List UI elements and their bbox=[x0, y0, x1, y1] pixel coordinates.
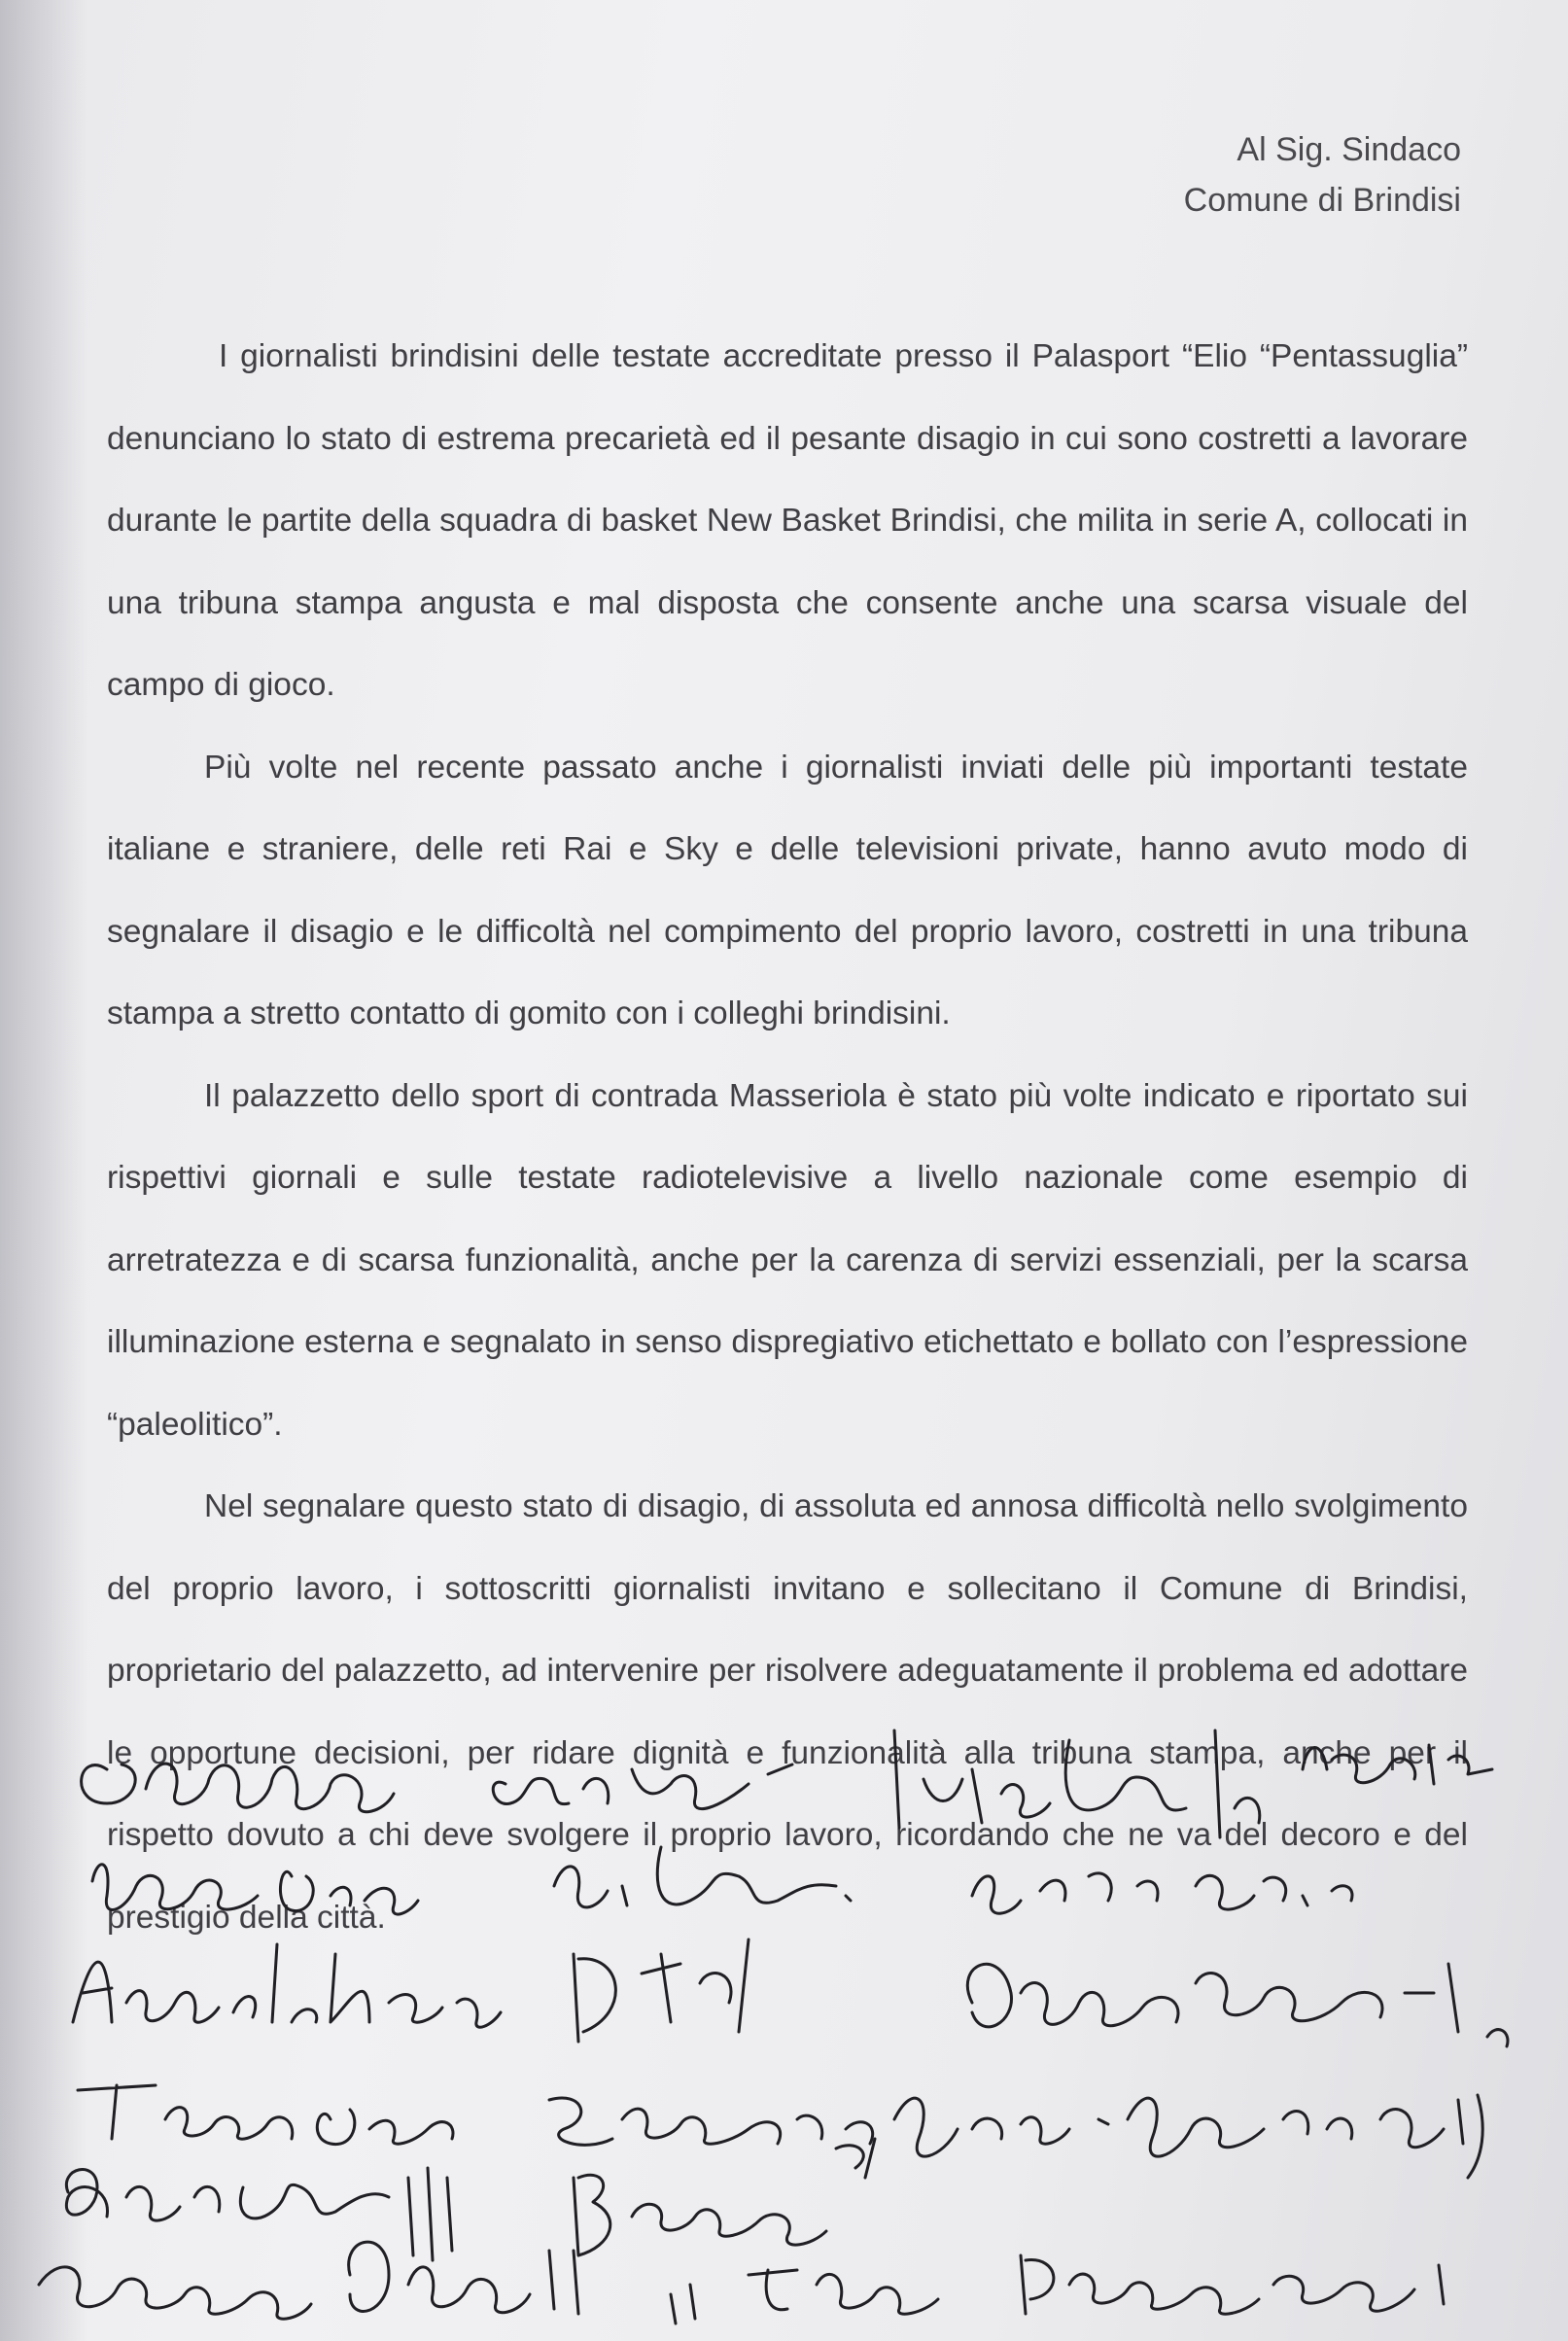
handwritten-signature bbox=[967, 1964, 1508, 2046]
handwritten-signature bbox=[493, 1764, 792, 1809]
handwritten-signature bbox=[66, 2168, 452, 2260]
handwritten-signature bbox=[78, 2085, 453, 2145]
handwritten-signature bbox=[549, 2098, 873, 2145]
paragraph-1: I giornalisti brindisini delle testate accreditate presso il Palasport “Elio “Pentassuglia” denunciano lo stato di estrema precarietà ed il pesante disagio in cui sono costretti a lavorare durante le partite della squadra di basket New Basket Brindisi, che milita in serie A, collocati in una tribuna stampa angusta e mal disposta che consente anche una scarsa visuale del campo di gioco. bbox=[107, 338, 1468, 703]
addressee-block bbox=[1184, 124, 1461, 226]
paragraph-3: Il palazzetto dello sport di contrada Masseriola è stato più volte indicato e riportato sui rispettivi giornali e sulle testate radiotelevisive a livello nazionale come esempio di arretratezza e di scarsa funzionalità, anche per la carenza di servizi essenziali, per la scarsa illuminazione esterna e segnalato in senso dispregiativo etichettato e bollato con l’espressione “paleolitico”. bbox=[107, 1077, 1468, 1443]
handwritten-signature bbox=[82, 1764, 394, 1812]
handwritten-signature bbox=[39, 2267, 311, 2319]
handwritten-signature bbox=[73, 1944, 501, 2027]
addressee-line-1: Al Sig. Sindaco bbox=[1237, 131, 1461, 168]
paragraph-4: Nel segnalare questo stato di disagio, di assoluta ed annosa difficoltà nello svolgimento del proprio lavoro, i sottoscritti giornalisti invitano e sollecitano il Comune di Brindisi, proprietario del palazzetto, ad intervenire per risolvere adeguatamente il problema ed adottare le opportune decisioni, per ridare dignità e funzionalità alla tribuna stampa, anche per il rispetto dovuto a chi deve svolgere il proprio lavoro, ricordando che ne va del decoro e del prestigio della città. bbox=[107, 1488, 1468, 1936]
signatures-area bbox=[0, 1711, 1568, 2341]
handwritten-signature bbox=[894, 2098, 1108, 2156]
handwritten-signature bbox=[1303, 1745, 1492, 1784]
handwritten-signature bbox=[92, 1865, 418, 1914]
addressee-line-2: Comune di Brindisi bbox=[1183, 182, 1461, 219]
handwritten-signature bbox=[349, 2242, 578, 2314]
handwritten-signature bbox=[1128, 2095, 1482, 2178]
paragraph-2: Più volte nel recente passato anche i giornalisti inviati delle più importanti testate italiane e straniere, delle reti Rai e Sky e delle televisioni private, hanno avuto modo di segnalare il disagio e le difficoltà nel compimento del proprio lavoro, costretti in una tribuna stampa a stretto contatto di gomito con i colleghi brindisini. bbox=[107, 749, 1468, 1031]
handwritten-signature bbox=[749, 2270, 938, 2314]
handwritten-signature bbox=[574, 1939, 749, 2042]
handwritten-signature bbox=[1021, 2255, 1444, 2314]
handwritten-signature bbox=[574, 2175, 826, 2255]
handwritten-signature bbox=[972, 1873, 1352, 1913]
handwritten-signature bbox=[894, 1730, 1260, 1837]
handwritten-signature bbox=[554, 1847, 851, 1907]
handwritten-signature bbox=[671, 2285, 695, 2324]
